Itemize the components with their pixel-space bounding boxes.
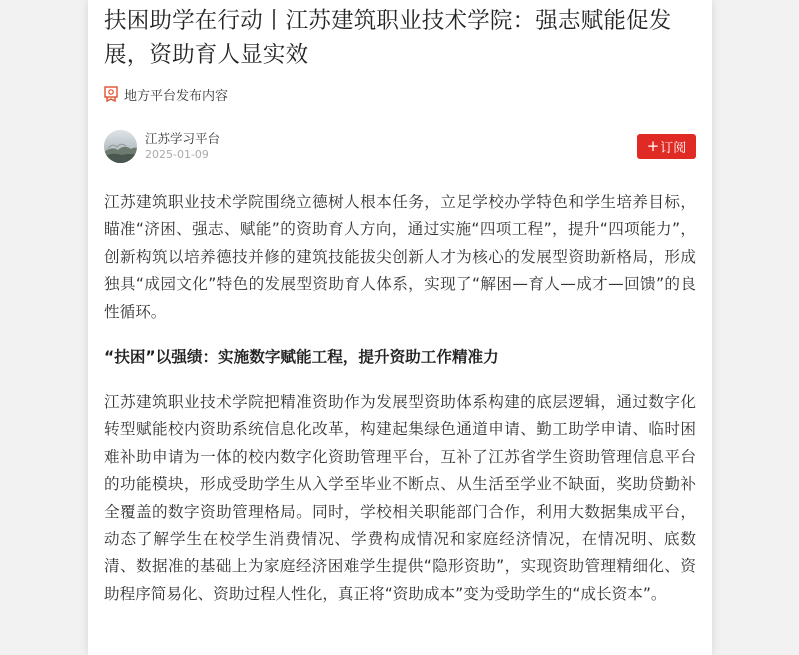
plus-icon: + — [646, 136, 660, 155]
article-paragraph: 江苏建筑职业技术学院把精准资助作为发展型资助体系构建的底层逻辑，通过数字化转型赋能校内资助系统信息化改革，构建起集绿色通道申请、勤工助学申请、临时困难补助申请为一体的校内数字化资助管理平台，互补了江苏省学生资助管理信息平台的功能模块，形成受助学生从入学至毕业不断点、从生活至学业不缺面，奖助贷勤补全覆盖的数字资助管理格局。同时，学校相关职能部门合作，利用大数据集成平台，动态了解学生在校学生消费情况、学费构成情况和家庭经济情况，在情况明、底数清、数据准的基础上为家庭经济困难学生提供“隐形资助”，实现资助管理精细化、资助程序简易化、资助过程人性化，真正将“资助成本”变为受助学生的“成长资本”。 — [104, 393, 696, 603]
article-section-heading: “扶困”以强绩：实施数字赋能工程，提升资助工作精准力 — [104, 348, 499, 367]
article-body — [104, 189, 696, 608]
subscribe-button[interactable] — [637, 134, 696, 159]
author-name[interactable]: 江苏学习平台 — [145, 130, 221, 146]
author-info — [104, 130, 220, 163]
article-container — [88, 0, 712, 608]
article-paragraph: 江苏建筑职业技术学院围绕立德树人根本任务，立足学校办学特色和学生培养目标，瞄准“济困、强志、赋能”的资助育人方向，通过实施“四项工程”，提升“四项能力”，创新构筑以培养德技并修的建筑技能拔尖创新人才为核心的发展型资助新格局，形成独具“成园文化”特色的发展型资助育人体系，实现了“解困—育人—成才—回馈”的良性循环。 — [104, 193, 696, 321]
source-row — [104, 84, 696, 104]
bookmark-badge-icon — [104, 86, 118, 102]
article-title: 扶困助学在行动丨江苏建筑职业技术学院：强志赋能促发展，资助育人显实效 — [104, 8, 672, 68]
author-meta — [145, 130, 220, 163]
avatar[interactable] — [104, 130, 137, 163]
subscribe-label: 订阅 — [660, 140, 687, 156]
article-page — [88, 0, 712, 655]
publish-date: 2025-01-09 — [145, 147, 209, 161]
author-row — [104, 128, 696, 164]
source-label: 地方平台发布内容 — [124, 88, 229, 104]
